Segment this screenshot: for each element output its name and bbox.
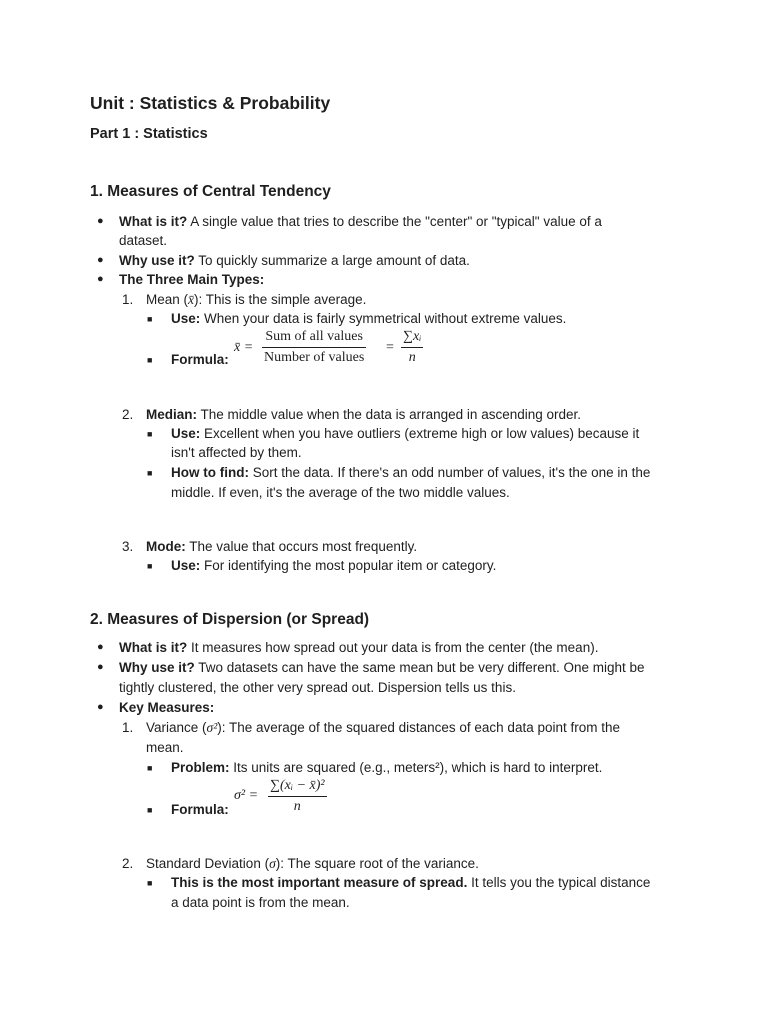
square-bullet-icon: ■ [147, 561, 153, 571]
list-item-continued: dataset. [119, 233, 168, 248]
list-item: Why use it? To quickly summarize a large amount of data. [119, 253, 470, 268]
square-bullet-icon: ■ [147, 468, 153, 478]
sd-importance-continued: a data point is from the mean. [171, 895, 350, 910]
bullet-icon: ● [97, 701, 104, 713]
mean-use: Use: When your data is fairly symmetrical without extreme values. [171, 311, 567, 326]
square-bullet-icon: ■ [147, 805, 153, 815]
list-item: Why use it? Two datasets can have the same mean but be very different. One might be [119, 660, 645, 675]
ordered-number: 2. [122, 407, 134, 422]
square-bullet-icon: ■ [147, 878, 153, 888]
ordered-number: 3. [122, 539, 134, 554]
fraction-numerator: Sum of all values [265, 329, 363, 344]
fraction-bar [262, 347, 366, 348]
bullet-icon: ● [97, 273, 104, 285]
variance-fraction [268, 777, 327, 816]
square-bullet-icon: ■ [147, 355, 153, 365]
sd-item: Standard Deviation (σ): The square root of the variance. [146, 856, 479, 871]
mean-fraction-words [262, 328, 366, 367]
list-item: The Three Main Types: [119, 272, 265, 287]
mode-item: Mode: The value that occurs most frequently. [146, 539, 418, 554]
fraction-denominator: Number of values [264, 350, 365, 365]
variance-formula-lhs: σ² = [234, 788, 259, 803]
mean-item: Mean (x̄): This is the simple average. [146, 292, 367, 307]
section-heading-dispersion: 2. Measures of Dispersion (or Spread) [90, 611, 370, 628]
mode-use: Use: For identifying the most popular item or category. [171, 558, 497, 573]
fraction-bar [268, 796, 327, 797]
ordered-number: 2. [122, 856, 134, 871]
median-item: Median: The middle value when the data is arranged in ascending order. [146, 407, 582, 422]
square-bullet-icon: ■ [147, 314, 153, 324]
formula-label: Formula: [171, 352, 229, 367]
variance-item: Variance (σ²): The average of the squared distances of each data point from the [146, 720, 621, 735]
fraction-denominator: n [293, 799, 301, 814]
list-item: Key Measures: [119, 700, 215, 715]
list-item-continued: tightly clustered, the other very spread out. Dispersion tells us this. [119, 680, 516, 695]
median-how-continued: middle. If even, it's the average of the two middle values. [171, 485, 510, 500]
part-heading: Part 1 : Statistics [90, 126, 208, 142]
variance-item-continued: mean. [146, 740, 184, 755]
median-use-continued: isn't affected by them. [171, 445, 302, 460]
bullet-icon: ● [97, 215, 104, 227]
fraction-numerator: ∑(xᵢ − x̄)² [270, 778, 325, 793]
section-heading-central-tendency: 1. Measures of Central Tendency [90, 183, 331, 200]
bullet-icon: ● [97, 254, 104, 266]
square-bullet-icon: ■ [147, 429, 153, 439]
mean-formula-lhs: x̄ = [234, 340, 254, 355]
fraction-numerator: ∑xᵢ [403, 329, 422, 344]
formula-label: Formula: [171, 802, 229, 817]
variance-problem: Problem: Its units are squared (e.g., meters²), which is hard to interpret. [171, 760, 603, 775]
equals-sign: = [386, 340, 394, 355]
fraction-denominator: n [408, 350, 416, 365]
mean-fraction-symbols [401, 328, 423, 367]
list-item: What is it? It measures how spread out your data is from the center (the mean). [119, 640, 599, 655]
ordered-number: 1. [122, 292, 134, 307]
fraction-bar [401, 347, 423, 348]
bullet-icon: ● [97, 641, 104, 653]
square-bullet-icon: ■ [147, 763, 153, 773]
median-use: Use: Excellent when you have outliers (extreme high or low values) because it [171, 426, 640, 441]
list-item: What is it? A single value that tries to describe the "center" or "typical" value of a [119, 214, 602, 229]
page-title: Unit : Statistics & Probability [90, 93, 331, 113]
sd-importance: This is the most important measure of spread. It tells you the typical distance [171, 875, 651, 890]
bullet-icon: ● [97, 661, 104, 673]
ordered-number: 1. [122, 720, 134, 735]
median-how: How to find: Sort the data. If there's an odd number of values, it's the one in the [171, 465, 651, 480]
